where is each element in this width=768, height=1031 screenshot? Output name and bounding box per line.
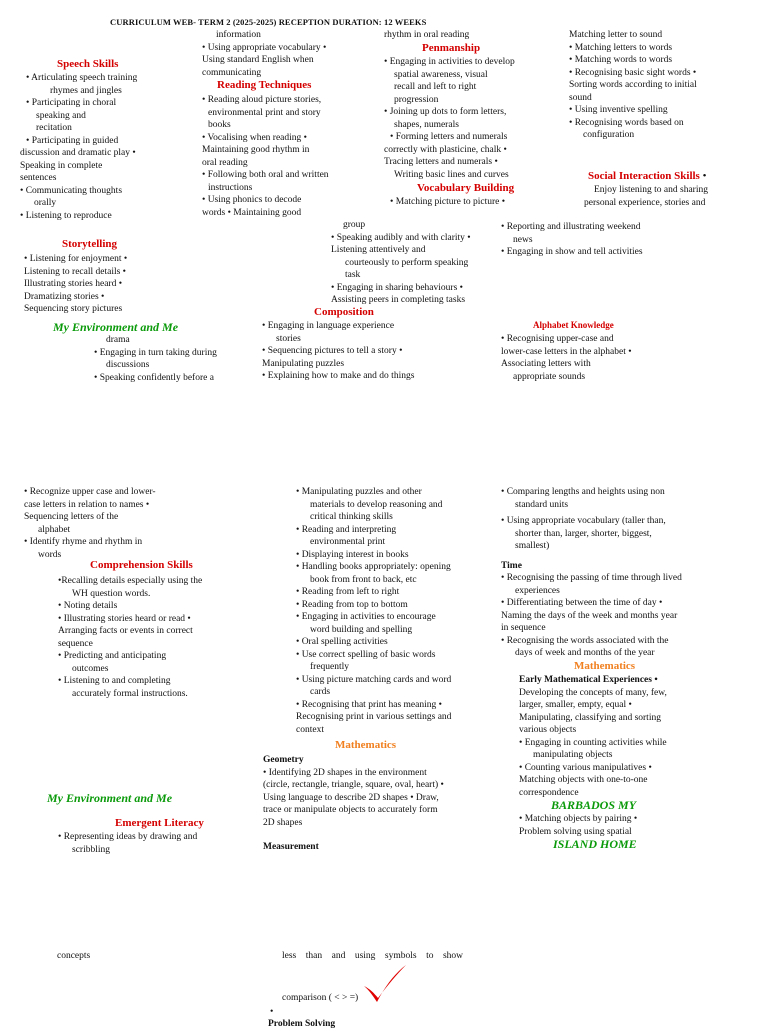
list-item: • Representing ideas by drawing and (58, 832, 198, 842)
list-item: drama (106, 335, 130, 345)
list-item: trace or manipulate objects to accurately form (263, 805, 438, 815)
list-item: • Identify rhyme and rhythm in (24, 537, 143, 547)
list-item: rhymes and jingles (50, 85, 122, 96)
list-item: appropriate sounds (513, 371, 586, 382)
list-item: • Reading and interpreting (296, 524, 397, 535)
list-item: • Recognising basic sight words • (569, 67, 697, 78)
list-item: Enjoy listening to and sharing (594, 185, 708, 195)
list-item: • Recognize upper case and lower- (24, 487, 156, 497)
list-item: • Participating in choral (26, 98, 117, 108)
list-item: • Oral spelling activities (296, 637, 388, 647)
list-item: news (513, 234, 533, 245)
list-item: • Participating in guided (26, 135, 119, 146)
reading-techniques-list (202, 94, 372, 219)
list-item: Naming the days of the week and months year (501, 610, 678, 621)
list-item: Developing the concepts of many, few, (519, 687, 667, 698)
list-item: • Reporting and illustrating weekend (501, 222, 641, 232)
list-item: experiences (515, 585, 560, 596)
list-item: personal experience, stories and (584, 197, 706, 208)
storytelling-heading: Storytelling (62, 238, 117, 250)
vocabulary-building-heading: Vocabulary Building (417, 182, 515, 194)
list-item: various objects (519, 725, 577, 735)
barbados-my-heading: BARBADOS MY (551, 798, 637, 812)
list-item: Speaking in complete (20, 160, 103, 171)
my-environment-heading-2: My Environment and Me (47, 791, 173, 805)
list-item: • Reading aloud picture stories, (202, 95, 322, 105)
footer-bullet: • (270, 1007, 274, 1017)
list-item: • Recognising the passing of time through lived (501, 573, 682, 583)
list-item: • Listening to and completing (58, 676, 171, 686)
list-item: Associating letters with (501, 359, 591, 369)
list-item: • Matching objects by pairing • (519, 814, 638, 824)
list-item: Manipulating puzzles (262, 358, 345, 369)
list-item: • Displaying interest in books (296, 549, 409, 560)
list-item: in sequence (501, 623, 546, 633)
composition-heading: Composition (314, 306, 374, 318)
list-item: Arranging facts or events in correct (58, 626, 193, 636)
list-item: shorter than, larger, shorter, biggest, (515, 528, 652, 539)
list-item: • Following both oral and written (202, 170, 329, 180)
speech-skills-list (20, 72, 200, 222)
list-item: cards (310, 687, 331, 697)
list-item: correspondence (519, 787, 579, 798)
list-item: • Speaking audibly and with clarity • (331, 232, 471, 243)
list-item: • Reading from left to right (296, 587, 400, 597)
list-item: alphabet (38, 524, 71, 535)
list-item: books (208, 120, 231, 130)
geometry-section (263, 754, 498, 829)
list-item: • Noting details (58, 601, 118, 611)
list-item: • Using appropriate vocabulary • (202, 42, 327, 53)
list-item: • Engaging in activities to develop (384, 57, 515, 67)
list-item: Illustrating stories heard • (24, 279, 123, 289)
list-item: • Sequencing pictures to tell a story • (262, 346, 403, 356)
list-item: • Engaging in turn taking during (94, 347, 217, 358)
social-interaction-list (584, 184, 764, 209)
page-title: CURRICULUM WEB- TERM 2 (2025-2025) RECEPTION DURATION: 12 WEEKS (110, 17, 427, 27)
list-item: recitation (36, 123, 72, 133)
social-interaction-label: Social Interaction Skills (588, 170, 700, 182)
emergent-literacy-list (58, 831, 248, 856)
list-item: manipulating objects (533, 750, 613, 760)
list-item: • Vocalising when reading • (202, 132, 307, 143)
list-item: case letters in relation to names • (24, 499, 150, 510)
list-item: Writing basic lines and curves (394, 169, 509, 180)
list-item: • Using picture matching cards and word (296, 674, 452, 685)
geometry-heading: Geometry (263, 755, 304, 765)
weekend-news-list (501, 221, 701, 259)
list-item: • Explaining how to make and do things (262, 371, 415, 381)
list-item: Assisting peers in completing tasks (331, 295, 466, 305)
list-item: group (343, 220, 366, 230)
my-environment-list (94, 334, 254, 384)
list-item: standard units (515, 499, 569, 510)
list-item: • Using appropriate vocabulary (taller than, (501, 516, 666, 526)
list-item: stories (276, 333, 301, 344)
list-item: smallest) (515, 541, 550, 551)
penmanship-list (384, 56, 536, 181)
list-item: sound (569, 92, 592, 103)
barbados-list (519, 813, 719, 838)
list-item: discussions (106, 360, 150, 370)
checkmark-icon (360, 962, 410, 1006)
list-item: • Reading from top to bottom (296, 599, 408, 610)
list-item: • Engaging in sharing behaviours • (331, 282, 463, 293)
list-item: • Engaging in show and tell activities (501, 247, 643, 257)
word-matching-list (569, 29, 749, 142)
list-item: words • Maintaining good (202, 207, 302, 218)
list-item: progression (394, 94, 439, 105)
list-item: words (38, 549, 62, 560)
list-item: communicating (202, 67, 262, 78)
list-item: spatial awareness, visual (394, 69, 488, 80)
list-item: scribbling (72, 844, 110, 855)
list-item: discussion and dramatic play • (20, 148, 136, 158)
list-item: • Manipulating puzzles and other (296, 487, 422, 497)
list-item: • Comparing lengths and heights using non (501, 487, 665, 497)
list-item: • Joining up dots to form letters, (384, 107, 507, 117)
col3-intro: rhythm in oral reading (384, 30, 470, 40)
list-item: • Matching letters to words (569, 42, 673, 53)
list-item: book from front to back, etc (310, 574, 417, 585)
less-than-text: less than and using symbols to show (282, 951, 464, 961)
list-item: • Forming letters and numerals (390, 132, 508, 142)
list-item: • Matching words to words (569, 55, 673, 65)
penmanship-heading: Penmanship (422, 42, 481, 54)
early-math-section: Early Mathematical Experiences • Developing the concepts of many, few, larger, smaller, empty, equal • Manipulating, classifying and sorting various objects • Engaging in counting activities while manipulating objects • Counting various manipulatives • Matching objects with one-to-one correspondence (519, 674, 719, 799)
list-item: configuration (583, 130, 635, 140)
list-item: Listening to recall details • (24, 266, 126, 277)
island-home-heading: ISLAND HOME (553, 837, 637, 851)
list-item: Tracing letters and numerals • (384, 157, 498, 167)
speaking-list (331, 219, 501, 307)
vocabulary-list: • Matching picture to picture • (390, 197, 506, 207)
list-item: task (345, 270, 361, 280)
list-item: • Recognising words based on (569, 117, 684, 128)
list-item: • Counting various manipulatives • (519, 762, 652, 773)
list-item: context (296, 724, 324, 735)
list-item: • Predicting and anticipating (58, 651, 167, 661)
list-item: correctly with plasticine, chalk • (384, 144, 507, 155)
list-item: •Recalling details especially using the (58, 576, 203, 586)
list-item: courteously to perform speaking (345, 257, 469, 268)
list-item: • Listening to reproduce (20, 210, 112, 221)
list-item: • Engaging in counting activities while (519, 737, 667, 748)
time-heading: Time (501, 561, 522, 571)
list-item: Maintaining good rhythm in (202, 145, 310, 155)
list-item: word building and spelling (310, 624, 413, 635)
letters-list (24, 486, 199, 561)
list-item: outcomes (72, 663, 109, 674)
list-item: (circle, rectangle, triangle, square, oval, heart) • (263, 780, 444, 790)
list-item: shapes, numerals (394, 119, 459, 130)
list-item: • Handling books appropriately: opening (296, 562, 451, 572)
my-environment-heading: My Environment and Me (53, 320, 179, 334)
list-item: recall and left to right (394, 82, 477, 92)
comprehension-skills-heading: Comprehension Skills (90, 559, 193, 571)
list-item: Problem solving using spatial (519, 826, 632, 837)
list-item: • Speaking confidently before a (94, 372, 214, 383)
list-item: • Communicating thoughts (20, 185, 123, 196)
early-math-heading: Early Mathematical Experiences (519, 675, 652, 685)
list-item: instructions (208, 182, 253, 193)
list-item: • Using phonics to decode (202, 195, 302, 205)
list-item: • Identifying 2D shapes in the environment (263, 767, 427, 778)
list-item: Using standard English when (202, 55, 314, 65)
storytelling-list (24, 253, 194, 316)
list-item: Sequencing letters of the (24, 512, 119, 522)
alphabet-knowledge-heading: Alphabet Knowledge (533, 320, 614, 330)
list-item: • Recognising the words associated with the (501, 635, 669, 646)
list-item: critical thinking skills (310, 512, 393, 522)
list-item: frequently (310, 662, 350, 672)
list-item: • Differentiating between the time of day • (501, 598, 663, 608)
list-item: lower-case letters in the alphabet • (501, 346, 632, 357)
reading-techniques-heading: Reading Techniques (217, 79, 312, 91)
comprehension-skills-list (58, 575, 248, 700)
concepts-text: concepts (57, 951, 91, 961)
list-item: • Use correct spelling of basic words (296, 649, 436, 660)
mathematics-heading-1: Mathematics (335, 739, 397, 751)
alphabet-knowledge-list (501, 333, 701, 383)
list-item: 2D shapes (263, 817, 303, 828)
list-item: environmental print and story (208, 107, 321, 118)
list-item: • Listening for enjoyment • (24, 254, 128, 264)
list-item: Matching objects with one-to-one (519, 775, 648, 785)
list-item: sentences (20, 173, 57, 183)
list-item: Listening attentively and (331, 245, 426, 255)
list-item: Matching letter to sound (569, 30, 663, 40)
list-item: Sequencing story pictures (24, 304, 123, 314)
list-item: Using language to describe 2D shapes • Draw, (263, 792, 439, 803)
list-item: Recognising print in various settings and (296, 712, 452, 722)
social-interaction-heading: Social Interaction Skills • (588, 170, 707, 182)
list-item: • Recognising that print has meaning • (296, 699, 442, 710)
list-item: materials to develop reasoning and (310, 499, 443, 510)
comparison-text: comparison ( < > =) (282, 993, 359, 1003)
list-item: Dramatizing stories • (24, 291, 105, 302)
list-item: • Articulating speech training (26, 73, 138, 83)
list-item: oral reading (202, 157, 248, 168)
measurement-heading: Measurement (263, 842, 319, 852)
list-item: orally (34, 198, 57, 208)
list-item: days of week and months of the year (515, 648, 655, 658)
time-list (501, 572, 723, 660)
list-item: WH question words. (72, 588, 151, 599)
list-item: • Using inventive spelling (569, 105, 668, 115)
list-item: larger, smaller, empty, equal • (519, 700, 632, 710)
list-item: Sorting words according to initial (569, 80, 697, 90)
list-item: information (216, 30, 261, 40)
list-item: • Engaging in activities to encourage (296, 612, 436, 622)
emergent-literacy-heading: Emergent Literacy (115, 817, 204, 829)
list-item: environmental print (310, 537, 386, 547)
mathematics-heading-2: Mathematics (574, 660, 636, 672)
list-item: • Engaging in language experience (262, 321, 395, 331)
list-item: speaking and (36, 110, 86, 121)
reading-print-list (296, 486, 496, 736)
list-item: sequence (58, 638, 93, 649)
problem-solving-heading: Problem Solving (268, 1019, 336, 1029)
speech-skills-heading: Speech Skills (57, 58, 119, 70)
composition-list (262, 320, 462, 383)
list-item: accurately formal instructions. (72, 688, 188, 699)
col2-intro (202, 29, 372, 79)
list-item: • Illustrating stories heard or read • (58, 613, 191, 624)
list-item: • Recognising upper-case and (501, 334, 614, 344)
measurement-list (501, 486, 723, 553)
list-item: Manipulating, classifying and sorting (519, 712, 661, 723)
